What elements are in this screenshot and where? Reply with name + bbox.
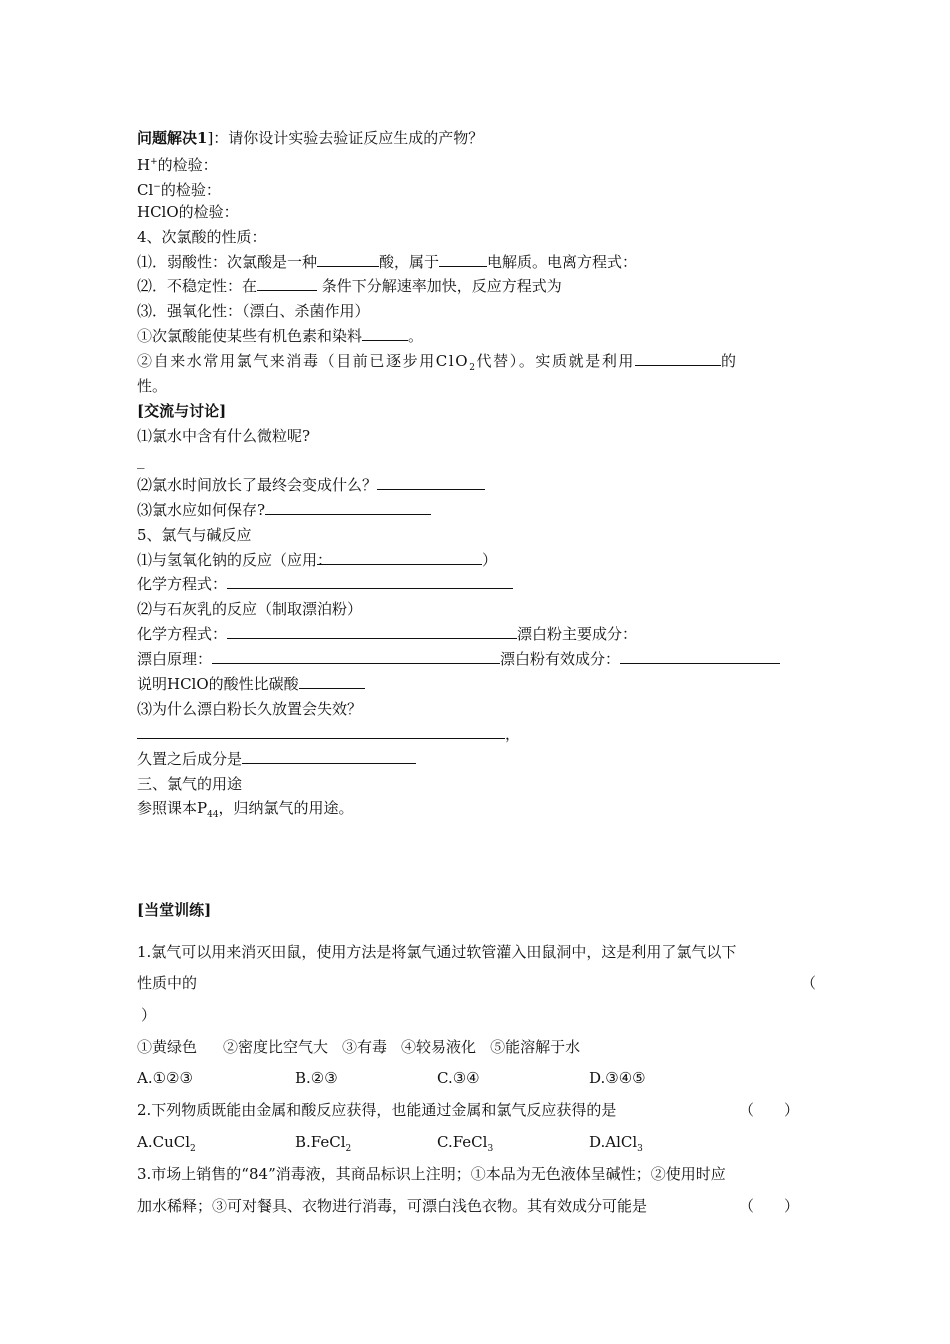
blank[interactable] <box>257 276 317 291</box>
q1-choice-a[interactable]: A.①②③ <box>137 1069 193 1087</box>
bleach-principle-line: 漂白原理： 漂白粉有效成分： <box>137 649 780 669</box>
weak-acid-line: ⑴．弱酸性：次氯酸是一种 酸，属于 电解质。电离方程式： <box>137 253 638 271</box>
oxidizing-line: ⑶．强氧化性：（漂白、杀菌作用） <box>137 302 370 320</box>
practice-q2: 2.下列物质既能由金属和酸反应获得，也能通过金属和氯气反应获得的是 <box>137 1101 617 1119</box>
q2-choice-c[interactable]: C.FeCl$_3$ <box>437 1133 494 1154</box>
discussion-q1: ⑴氯水中含有什么微粒呢? <box>137 427 311 445</box>
lime-reaction-line: ⑵与石灰乳的反应（制取漂泊粉） <box>137 600 363 618</box>
q4-answer-line: ， <box>137 724 520 744</box>
q1-choice-c[interactable]: C.③④ <box>437 1069 480 1087</box>
blank[interactable] <box>620 649 780 664</box>
problem-heading: 问题解决1]：请你设计实验去验证反应生成的产物？ <box>137 129 484 147</box>
blank[interactable] <box>377 475 485 490</box>
blank[interactable] <box>227 574 513 589</box>
blank[interactable] <box>212 649 500 664</box>
blank[interactable] <box>317 252 379 267</box>
equation-2-line: 化学方程式： 漂白粉主要成分： <box>137 625 638 643</box>
answer-paren-close: ） <box>141 1006 157 1024</box>
q2-choice-a[interactable]: A.CuCl$_2$ <box>137 1133 196 1154</box>
q3-answer-paren: （ ） <box>739 1197 800 1215</box>
textbook-reference-line: 参照课本$P_{44}$，归纳氯气的用途。 <box>137 799 354 820</box>
blank[interactable] <box>265 500 431 515</box>
q2-choice-d[interactable]: D.AlCl$_3$ <box>589 1133 643 1154</box>
q2-choice-b[interactable]: B.FeCl$_2$ <box>295 1133 352 1154</box>
section-4-heading: 4、次氯酸的性质： <box>137 228 267 246</box>
aged-composition-line: 久置之后成分是 <box>137 749 416 769</box>
hclo-test-line: HClO的检验： <box>137 203 239 221</box>
section-5-heading: 5、氯气与碱反应 <box>137 526 252 544</box>
naoh-reaction-line: ⑴与氢氧化钠的反应（应用： ） <box>137 551 498 569</box>
section-3-heading: 三、氯气的用途 <box>137 775 243 793</box>
practice-heading: [当堂训练] <box>137 901 212 919</box>
practice-q1-line2: 性质中的 <box>137 974 198 992</box>
blank[interactable] <box>137 724 505 739</box>
cl-test-line: Cl−的检验： <box>137 181 221 199</box>
h-test-line: H+的检验： <box>137 156 218 174</box>
practice-q3-line2: 加水稀释；③可对餐具、衣物进行消毒，可漂白浅色衣物。其有效成分可能是 <box>137 1197 648 1215</box>
tap-water-line: ②自来水常用氯气来消毒（目前已逐步用ClO$_2$代替）。实质就是利用 的 <box>137 352 738 373</box>
discussion-q1-blank: _ <box>137 451 145 469</box>
discussion-q4: ⑶为什么漂白粉长久放置会失效？ <box>137 700 363 718</box>
blank[interactable] <box>299 674 365 689</box>
tap-water-line-cont: 性。 <box>137 377 168 395</box>
instability-line: ⑵．不稳定性：在 条件下分解速率加快，反应方程式为 <box>137 277 562 295</box>
blank[interactable] <box>227 624 517 639</box>
blank[interactable] <box>635 351 721 366</box>
practice-q3-line1: 3.市场上销售的“84”消毒液，其商品标识上注明；①本品为无色液体呈碱性；②使用时应 <box>137 1165 726 1183</box>
blank[interactable] <box>362 326 408 341</box>
acidity-line: 说明HClO的酸性比碳酸 <box>137 674 365 694</box>
q1-choice-d[interactable]: D.③④⑤ <box>589 1069 646 1087</box>
bleach-dye-line: ①次氯酸能使某些有机色素和染料 。 <box>137 327 424 345</box>
discussion-heading: [交流与讨论] <box>137 402 227 420</box>
answer-paren-open: （ <box>801 974 817 992</box>
practice-q1-options: ①黄绿色 ②密度比空气大 ③有毒 ④较易液化 ⑤能溶解于水 <box>137 1038 581 1056</box>
discussion-q2: ⑵氯水时间放长了最终会变成什么？ <box>137 475 485 495</box>
q1-choice-b[interactable]: B.②③ <box>295 1069 338 1087</box>
blank[interactable] <box>242 749 416 764</box>
discussion-q3: ⑶氯水应如何保存? <box>137 500 431 520</box>
equation-1-line: 化学方程式： <box>137 574 513 594</box>
q2-answer-paren: （ ） <box>739 1101 800 1119</box>
blank[interactable]: ： <box>317 550 482 565</box>
practice-q1-line1: 1.氯气可以用来消灭田鼠，使用方法是将氯气通过软管灌入田鼠洞中，这是利用了氯气以下 <box>137 943 737 961</box>
blank[interactable] <box>439 252 487 267</box>
